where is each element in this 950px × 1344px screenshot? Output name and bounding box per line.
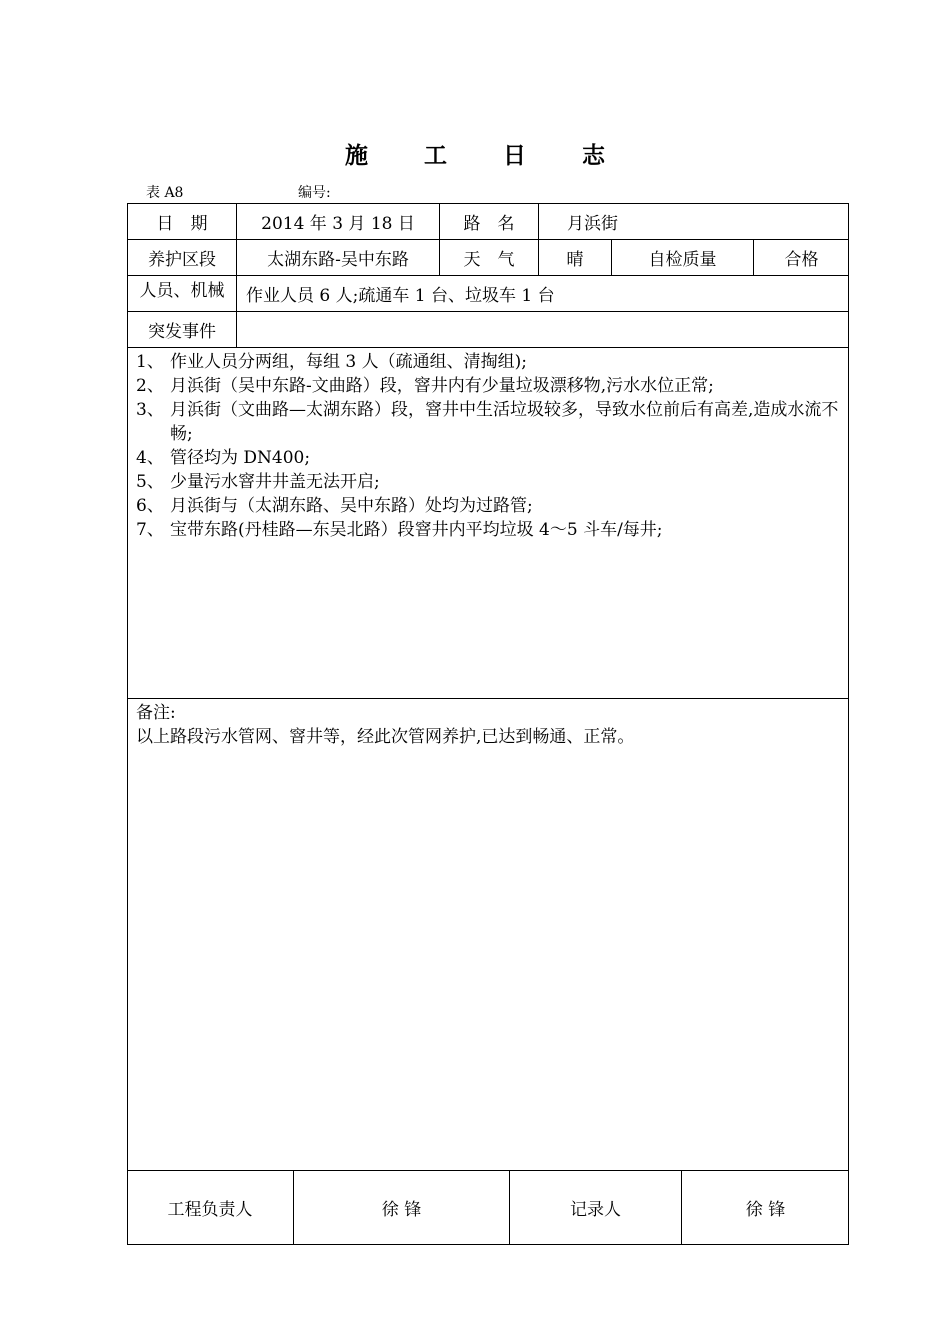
weather-label: 天 气 — [463, 249, 515, 270]
recorder-value: 徐 锋 — [745, 1200, 786, 1220]
list-item: 3、 月浜街（文曲路—太湖东路）段，窨井中生活垃圾较多，导致水位前后有高差,造成水流不畅; — [136, 400, 839, 444]
date-value: 2014 年 3 月 18 日 — [261, 213, 415, 234]
remarks-section — [136, 701, 846, 749]
weather-value: 晴 — [566, 249, 584, 270]
date-label: 日 期 — [156, 213, 208, 234]
section-label: 养护区段 — [148, 249, 216, 270]
list-item: 2、 月浜街（吴中东路-文曲路）段，窨井内有少量垃圾漂移物,污水水位正常; — [136, 376, 714, 396]
manager-value: 徐 锋 — [381, 1200, 422, 1220]
remarks-text: 以上路段污水管网、窨井等，经此次管网养护,已达到畅通、正常。 — [136, 727, 635, 747]
road-value: 月浜街 — [567, 213, 618, 234]
recorder-label: 记录人 — [570, 1200, 621, 1220]
incident-value — [237, 311, 849, 347]
manager-label: 工程负责人 — [167, 1200, 253, 1220]
quality-value: 合格 — [784, 249, 819, 270]
personnel-value: 作业人员 6 人;疏通车 1 台、垃圾车 1 台 — [246, 285, 555, 306]
section-value: 太湖东路-吴中东路 — [267, 249, 409, 270]
list-item: 7、 宝带东路(丹桂路—东吴北路）段窨井内平均垃圾 4～5 斗车/每井; — [136, 520, 663, 540]
serial-label: 编号: — [298, 185, 331, 201]
page-title: 施 工 日 志 — [344, 142, 630, 169]
quality-label: 自检质量 — [648, 249, 717, 270]
list-item: 1、 作业人员分两组，每组 3 人（疏通组、清掏组); — [136, 352, 527, 372]
road-label: 路 名 — [463, 213, 515, 234]
row-divider — [127, 698, 849, 699]
list-item: 6、 月浜街与（太湖东路、吴中东路）处均为过路管; — [136, 496, 533, 516]
personnel-label: 人员、机械 — [139, 281, 225, 301]
remarks-label: 备注: — [136, 703, 176, 723]
list-item: 4、 管径均为 DN400; — [136, 448, 311, 468]
form-code: 表 A8 — [146, 185, 184, 201]
list-item: 5、 少量污水窨井井盖无法开启; — [136, 472, 380, 492]
incident-label: 突发事件 — [148, 321, 216, 342]
work-item-list — [136, 350, 846, 542]
